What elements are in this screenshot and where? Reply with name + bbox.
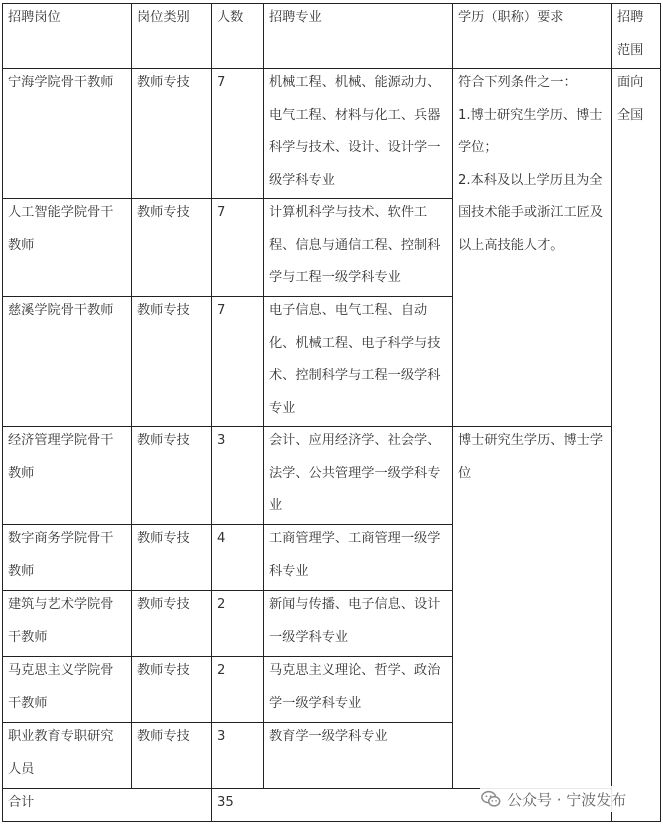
- count-cell: 7: [212, 69, 264, 199]
- header-scope: 招聘范围: [612, 4, 661, 69]
- education-line: 1.博士研究生学历、博士学位；: [458, 107, 603, 156]
- major-cell: 计算机科学与技术、软件工程、信息与通信工程、控制科学与工程一级学科专业: [264, 199, 453, 297]
- position-cell: 人工智能学院骨干教师: [3, 199, 132, 297]
- category-cell: 教师专技: [132, 591, 212, 657]
- category-cell: 教师专技: [132, 69, 212, 199]
- major-cell: 工商管理学、工商管理一级学科专业: [264, 525, 453, 591]
- category-cell: 教师专技: [132, 199, 212, 297]
- header-category: 岗位类别: [132, 4, 212, 69]
- education-cell: [453, 427, 612, 789]
- position-cell: 建筑与艺术学院骨干教师: [3, 591, 132, 657]
- total-value: 35: [212, 789, 612, 822]
- header-position: 招聘岗位: [3, 4, 132, 69]
- category-cell: 教师专技: [132, 525, 212, 591]
- wechat-icon: [480, 788, 502, 810]
- category-cell: 教师专技: [132, 723, 212, 789]
- position-cell: 宁海学院骨干教师: [3, 69, 132, 199]
- table-row: [3, 427, 661, 525]
- count-cell: 4: [212, 525, 264, 591]
- count-cell: 3: [212, 723, 264, 789]
- major-cell: 机械工程、机械、能源动力、电气工程、材料与化工、兵器科学与技术、设计、设计学一级学科专业: [264, 69, 453, 199]
- category-cell: 教师专技: [132, 657, 212, 723]
- position-cell: 数字商务学院骨干教师: [3, 525, 132, 591]
- count-cell: 2: [212, 657, 264, 723]
- scope-cell: 面向全国: [612, 69, 661, 822]
- count-cell: 7: [212, 199, 264, 297]
- table-row: [3, 69, 661, 199]
- position-cell: 慈溪学院骨干教师: [3, 297, 132, 427]
- total-label: 合计: [3, 789, 212, 822]
- major-cell: 电子信息、电气工程、自动化、机械工程、电子科学与技术、控制科学与工程一级学科专业: [264, 297, 453, 427]
- position-cell: 马克思主义学院骨干教师: [3, 657, 132, 723]
- header-row: [3, 4, 661, 69]
- category-cell: 教师专技: [132, 427, 212, 525]
- education-line: 博士研究生学历、博士学位: [458, 433, 604, 481]
- education-cell: [453, 69, 612, 427]
- count-cell: 2: [212, 591, 264, 657]
- education-line: 符合下列条件之一：: [458, 75, 577, 90]
- header-education: 学历（职称）要求: [453, 4, 612, 69]
- major-cell: 马克思主义理论、哲学、政治学一级学科专业: [264, 657, 453, 723]
- position-cell: 经济管理学院骨干教师: [3, 427, 132, 525]
- major-cell: 新闻与传播、电子信息、设计一级学科专业: [264, 591, 453, 657]
- major-cell: 教育学一级学科专业: [264, 723, 453, 789]
- header-count: 人数: [212, 4, 264, 69]
- category-cell: 教师专技: [132, 297, 212, 427]
- count-cell: 7: [212, 297, 264, 427]
- watermark-text: 公众号 · 宁波发布: [507, 790, 627, 809]
- position-cell: 职业教育专职研究人员: [3, 723, 132, 789]
- header-major: 招聘专业: [264, 4, 453, 69]
- major-cell: 会计、应用经济学、社会学、法学、公共管理学一级学科专业: [264, 427, 453, 525]
- watermark: [480, 786, 632, 812]
- education-line: 2.本科及以上学历且为全国技术能手或浙江工匠及以上高技能人才。: [458, 172, 604, 253]
- recruitment-table: [2, 3, 661, 822]
- count-cell: 3: [212, 427, 264, 525]
